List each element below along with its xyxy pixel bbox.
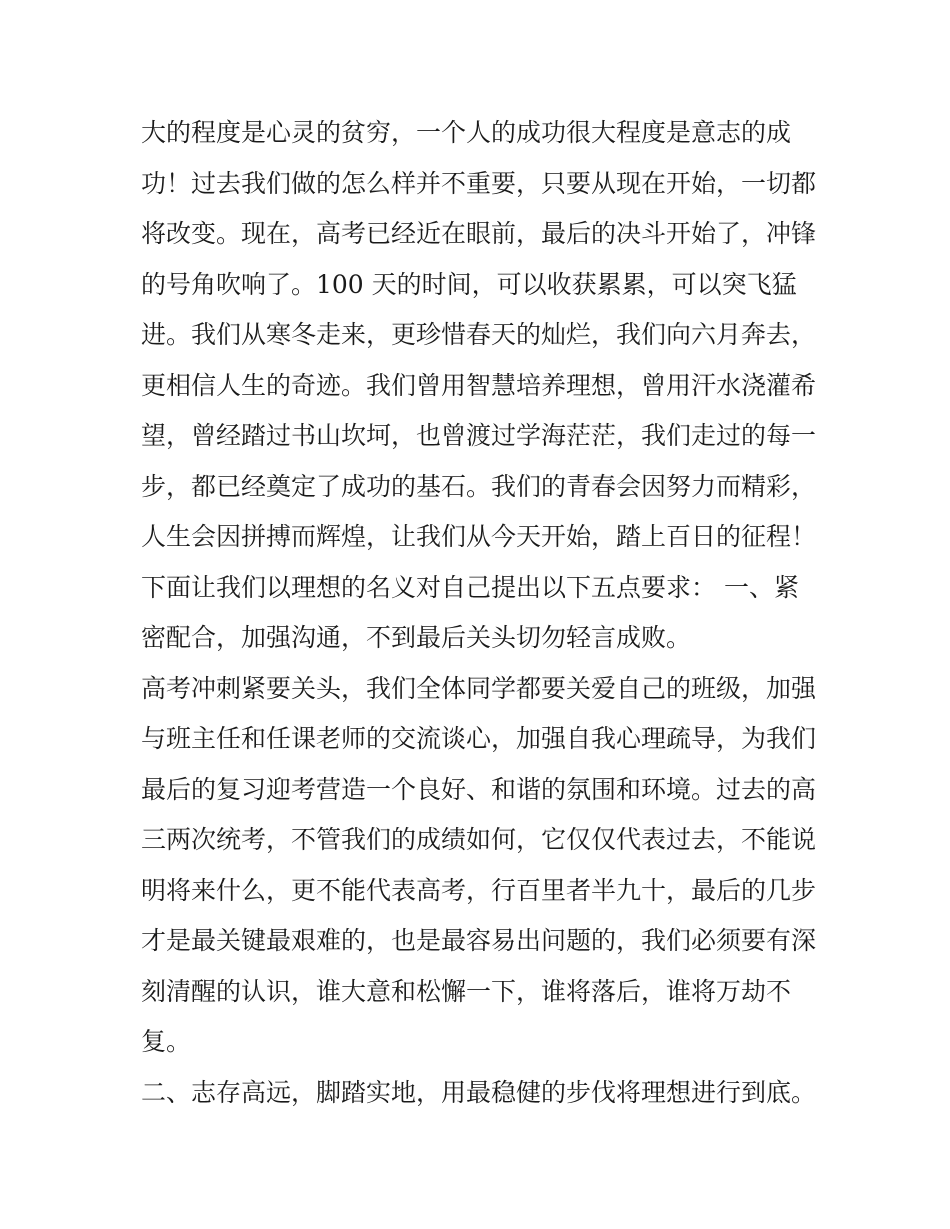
- text-line: 的号角吹响了。100 天的时间，可以收获累累，可以突飞猛: [141, 269, 797, 299]
- text-line: 二、志存高远，脚踏实地，用最稳健的步伐将理想进行到底。: [141, 1077, 817, 1107]
- text-line: 最后的复习迎考营造一个良好、和谐的氛围和环境。过去的高: [141, 774, 817, 804]
- text-line: 望，曾经踏过书山坎坷，也曾渡过学海茫茫，我们走过的每一: [141, 421, 817, 450]
- text-line: 下面让我们以理想的名义对自己提出以下五点要求： 一、紧: [141, 572, 799, 602]
- text-line: 人生会因拼搏而辉煌，让我们从今天开始，踏上百日的征程！: [141, 522, 817, 551]
- text-line: 高考冲刺紧要关头，我们全体同学都要关爱自己的班级，加强: [141, 673, 817, 703]
- text-line: 与班主任和任课老师的交流谈心，加强自我心理疏导，为我们: [141, 724, 817, 753]
- document-body: [141, 108, 821, 1118]
- text-line: 更相信人生的奇迹。我们曾用智慧培养理想，曾用汗水浇灌希: [141, 370, 817, 400]
- text-line: 大的程度是心灵的贫穷，一个人的成功很大程度是意志的成: [141, 118, 792, 147]
- text-line: 三两次统考，不管我们的成绩如何，它仅仅代表过去，不能说: [141, 825, 817, 854]
- text-line: 功！过去我们做的怎么样并不重要，只要从现在开始，一切都: [141, 168, 817, 198]
- text-line: 步，都已经奠定了成功的基石。我们的青春会因努力而精彩，: [141, 471, 817, 501]
- text-line: 复。: [141, 1027, 192, 1056]
- text-line: 才是最关键最艰难的，也是最容易出问题的，我们必须要有深: [141, 926, 817, 955]
- text-line: 明将来什么，更不能代表高考，行百里者半九十，最后的几步: [141, 875, 817, 905]
- text-line: 进。我们从寒冬走来，更珍惜春天的灿烂，我们向六月奔去，: [141, 320, 817, 349]
- text-line: 将改变。现在，高考已经近在眼前，最后的决斗开始了，冲锋: [141, 219, 817, 248]
- text-line: 刻清醒的认识，谁大意和松懈一下，谁将落后，谁将万劫不: [141, 976, 792, 1006]
- text-line: 密配合，加强沟通，不到最后关头切勿轻言成败。: [141, 623, 692, 652]
